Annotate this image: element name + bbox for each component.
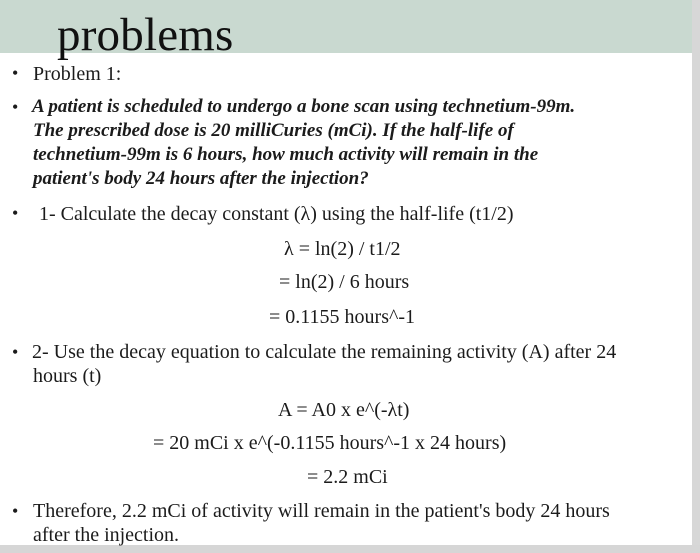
step-1-equation-1: λ = ln(2) / t1/2	[284, 238, 401, 260]
right-border	[692, 0, 700, 553]
step-2-equation-3: = 2.2 mCi	[307, 466, 388, 488]
bullet-icon: •	[12, 342, 19, 362]
problem-label: Problem 1:	[33, 63, 122, 85]
bullet-icon: •	[12, 97, 19, 117]
step-1-equation-3: = 0.1155 hours^-1	[269, 306, 416, 328]
question-line-2: The prescribed dose is 20 milliCuries (mCi). If the half-life of	[33, 120, 514, 141]
bullet-icon: •	[12, 203, 19, 223]
step-2-equation-1: A = A0 x e^(-λt)	[278, 399, 410, 421]
question-line-1: A patient is scheduled to undergo a bone scan using technetium-99m.	[32, 96, 576, 117]
question-line-3: technetium-99m is 6 hours, how much activity will remain in the	[33, 144, 539, 165]
step-1-text: 1- Calculate the decay constant (λ) using the half-life (t1/2)	[39, 203, 514, 225]
step-2-equation-2: = 20 mCi x e^(-0.1155 hours^-1 x 24 hours)	[153, 432, 507, 454]
bullet-icon: •	[12, 501, 19, 521]
step-2-line-1: 2- Use the decay equation to calculate the remaining activity (A) after 24	[32, 341, 617, 363]
bullet-icon: •	[12, 63, 19, 83]
question-line-4: patient's body 24 hours after the injection?	[33, 168, 369, 189]
step-2-line-2: hours (t)	[33, 365, 102, 387]
page-title: problems	[57, 9, 234, 61]
conclusion-line-1: Therefore, 2.2 mCi of activity will remain in the patient's body 24 hours	[33, 500, 610, 522]
step-1-equation-2: = ln(2) / 6 hours	[279, 271, 410, 293]
conclusion-line-2: after the injection.	[33, 524, 180, 546]
